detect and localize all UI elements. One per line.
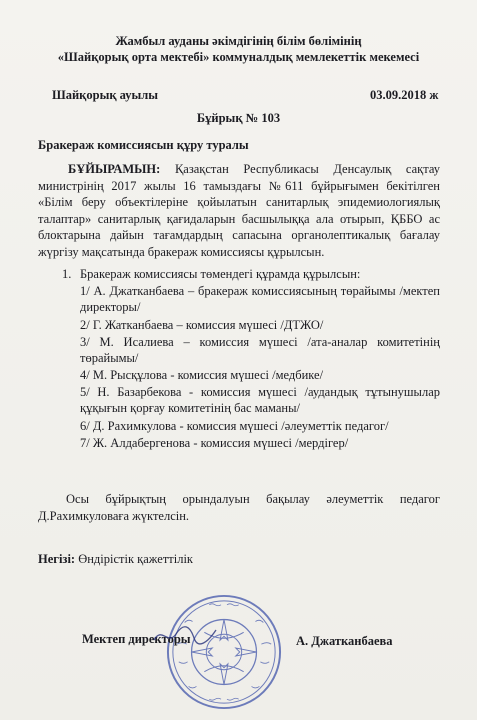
- member-7: 7/ Ж. Алдабергенова - комиссия мүшесі /мердігер/: [80, 436, 349, 450]
- order-title: Бұйрық № 103: [196, 111, 281, 125]
- order-date: 03.09.2018 ж: [370, 88, 439, 102]
- signature-name: А. Джатканбаева: [296, 634, 393, 648]
- basis-line: [38, 552, 193, 567]
- basis-text: Өндірістік қажеттілік: [78, 552, 193, 566]
- preamble-lead: БҰЙЫРАМЫН:: [68, 162, 161, 176]
- item-1-number: 1.: [62, 267, 72, 281]
- header-line-2: «Шайқорық орта мектебі» коммуналдық мемлекеттік мекемесі: [57, 50, 420, 64]
- place-name: Шайқорық ауылы: [52, 88, 159, 102]
- member-5: 5/ Н. Базарбекова - комиссия мүшесі /аудандық тұтынушылар құқығын қорғау комитетінің бас маманы/: [80, 385, 440, 415]
- item-1-text: Бракераж комиссиясы төмендегі құрамда құрылсын:: [80, 267, 361, 281]
- member-6: 6/ Д. Рахимкулова - комиссия мүшесі /әлеуметтік педагог/: [80, 419, 389, 433]
- member-3: 3/ М. Исалиева – комиссия мүшесі /ата-аналар комитетінің төрайымы/: [80, 335, 440, 365]
- member-4: 4/ М. Рысқұлова - комиссия мүшесі /медбике/: [80, 368, 324, 382]
- basis-label: Негізі:: [38, 552, 76, 566]
- control-paragraph: Осы бұйрықтың орындалуын бақылау әлеуметтік педагог Д.Рахимкуловаға жүктелсін.: [38, 492, 440, 523]
- header-line-1: Жамбыл ауданы әкімдігінің білім бөлімінің: [115, 34, 362, 48]
- preamble-text: Қазақстан Республикасы Денсаулық сақтау министрінің 2017 жылы 16 тамыздағы №611 бұйрығымен бекітілген «Білім беру объектілеріне қойылатын санитарлық эпидемиологиялық талаптар» санитарлық қағидаларын басшылыққа ала отырып, ҚББО ас блоктарына дайын тағамдардың сапасына органолептикалық бағалау жүргізу мақсатында бракераж комиссиясы құрылсын.: [38, 162, 440, 259]
- member-2: 2/ Г. Жатканбаева – комиссия мүшесі /ДТЖО/: [80, 318, 324, 332]
- signature-title: Мектеп директоры: [82, 632, 191, 646]
- signature-scribble-icon: [150, 622, 220, 648]
- official-seal-icon: [165, 593, 283, 711]
- member-1: 1/ А. Джатканбаева – бракераж комиссиясының төрайымы /мектеп директоры/: [80, 284, 440, 314]
- preamble-paragraph: [38, 161, 440, 260]
- order-subject: Бракераж комиссиясын құру туралы: [38, 138, 249, 152]
